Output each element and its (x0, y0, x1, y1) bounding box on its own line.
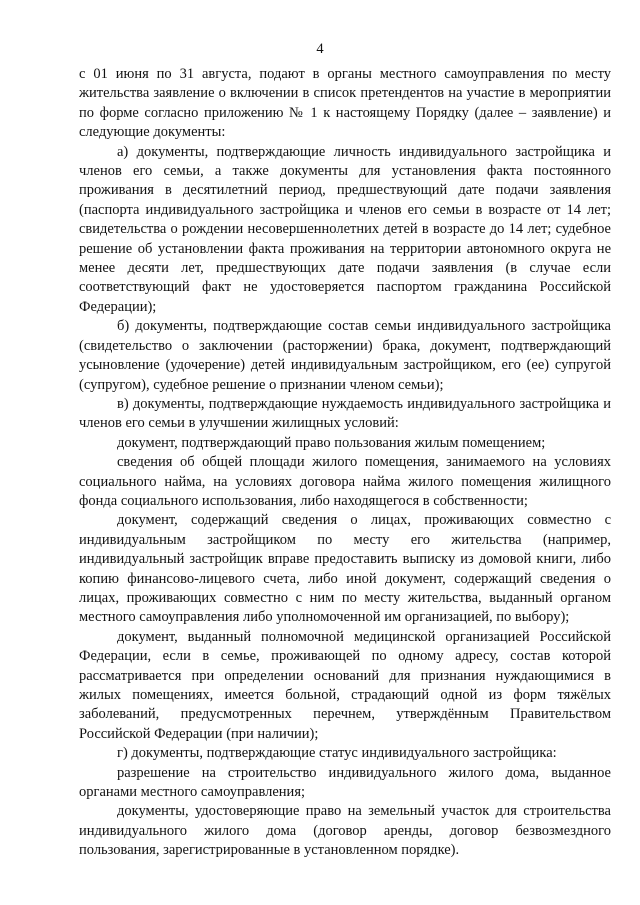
paragraph-item-b: б) документы, подтверждающие состав семьи индивидуального застройщика (свидетельство о заключении (расторжении) брака, документ, подтверждающий усыновление (удочерение) детей индивидуальным застройщиком, его (ее) супругой (супругом), судебное решение о признании членом семьи); (79, 318, 611, 393)
document-body (79, 65, 611, 861)
paragraph-item-v: в) документы, подтверждающие нуждаемость индивидуального застройщика и членов его семьи в улучшении жилищных условий: (79, 395, 611, 432)
paragraph-living-area: сведения об общей площади жилого помещения, занимаемого на условиях социального найма, на условиях договора найма жилого помещения жилищного фонда социального использования, либо находящегося в собственности; (79, 454, 611, 509)
paragraph-right-of-use: документ, подтверждающий право пользования жилым помещением; (117, 434, 546, 451)
paragraph-building-permit: разрешение на строительство индивидуального жилого дома, выданное органами местного самоуправления; (79, 764, 611, 801)
paragraph-land-rights: документы, удостоверяющие право на земельный участок для строительства индивидуального жилого дома (договор аренды, договор безвозмездного пользования, зарегистрированные в установленном порядке). (79, 803, 611, 859)
paragraph-item-a: а) документы, подтверждающие личность индивидуального застройщика и членов его семьи, а также документы для установления факта постоянного проживания в десятилетний период, предшествующий дате подачи заявления (паспорта индивидуального застройщика и членов его семьи в возрасте от 14 лет; свидетельства о рождении несовершеннолетних детей в возрасте до 14 лет; судебное решение об установлении факта проживания на территории автономного округа не менее десяти лет, предшествующих дате подачи заявления (в случае если соответствующий факт не удостоверяется паспортом гражданина Российской Федерации); (79, 143, 611, 315)
paragraph-cohabitants: документ, содержащий сведения о лицах, проживающих совместно с индивидуальным застройщиком по месту его жительства (например, индивидуальный застройщик вправе предоставить выписку из домовой книги, либо копию финансово-лицевого счета, либо иной документ, содержащий сведения о лицах, проживающих совместно с ним по месту жительства, выданный органом местного самоуправления либо уполномоченной им организацией, по выбору); (79, 512, 611, 626)
paragraph-medical: документ, выданный полномочной медицинской организацией Российской Федерации, если в семье, проживающей по одному адресу, состав которой рассматривается при определении оснований для признания нуждающимися в жилых помещениях, имеется больной, страдающий одной из форм тяжёлых заболеваний, предусмотренных перечнем, утверждённым Правительством Российской Федерации (при наличии); (79, 628, 611, 742)
page-number: 4 (316, 41, 324, 57)
paragraph-intro: с 01 июня по 31 августа, подают в органы местного самоуправления по месту жительства заявление о включении в список претендентов на участие в мероприятии по форме согласно приложению № 1 к настоящему Порядку (далее – заявление) и следующие документы: (79, 66, 611, 141)
paragraph-item-g: г) документы, подтверждающие статус индивидуального застройщика: (117, 745, 557, 762)
